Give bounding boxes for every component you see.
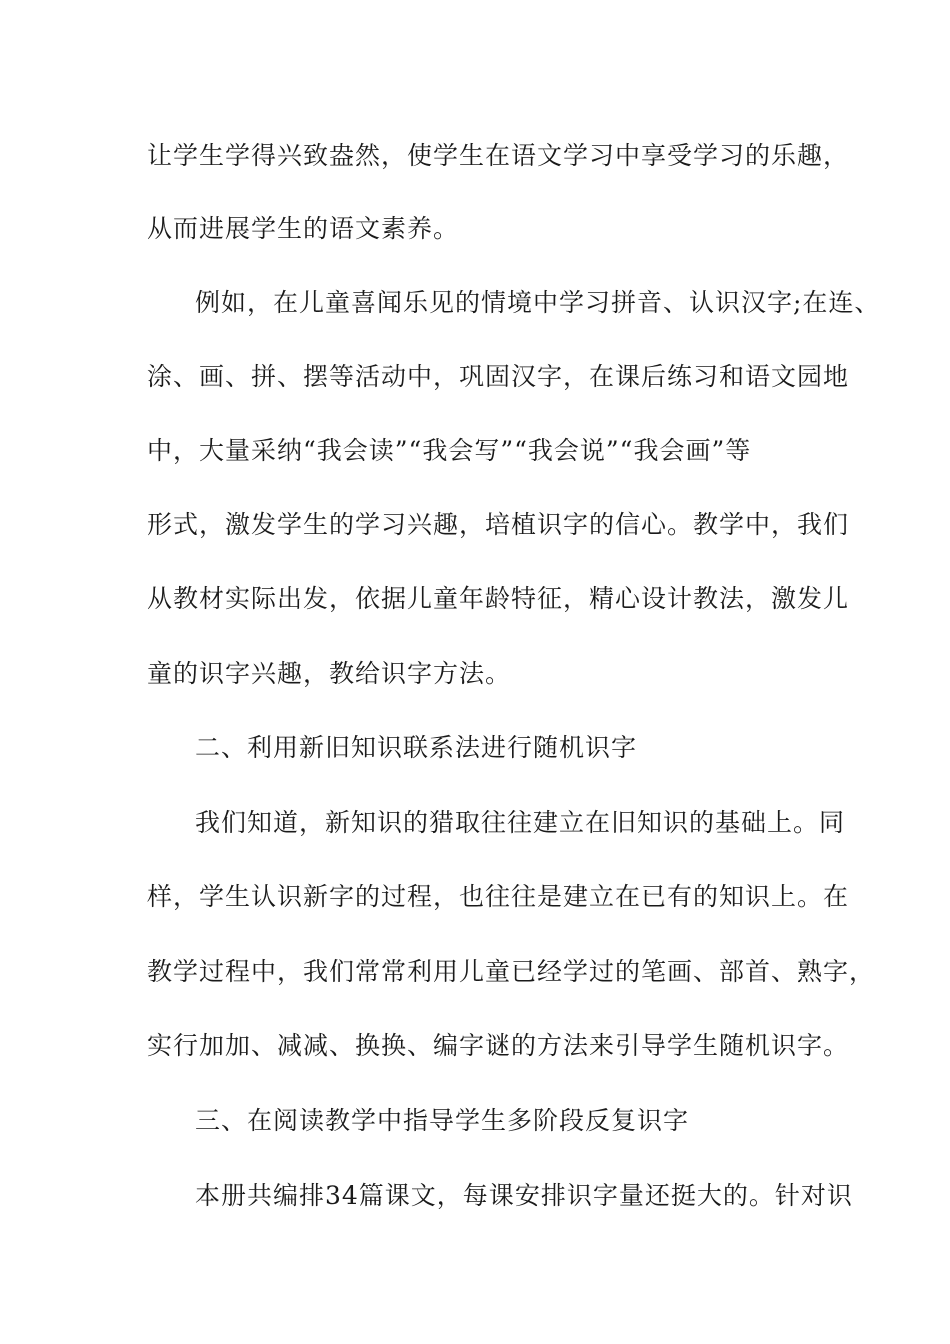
paragraph-start-line: 本册共编排34篇课文，每课安排识字量还挺大的。针对识 <box>195 1181 853 1210</box>
text-line: 从教材实际出发，依据儿童年龄特征，精心设计教法，激发儿 <box>147 584 850 613</box>
section-heading: 二、利用新旧知识联系法进行随机识字 <box>195 733 638 762</box>
text-line: 让学生学得兴致盎然，使学生在语文学习中享受学习的乐趣， <box>147 141 850 170</box>
text-line: 教学过程中，我们常常利用儿童已经学过的笔画、部首、熟字， <box>147 957 876 986</box>
text-line: 涂、画、拼、摆等活动中，巩固汉字，在课后练习和语文园地 <box>147 362 850 391</box>
text-line: 样，学生认识新字的过程，也往往是建立在已有的知识上。在 <box>147 882 850 911</box>
text-line: 形式，激发学生的学习兴趣，培植识字的信心。教学中，我们 <box>147 510 850 539</box>
text-line: 实行加加、减减、换换、编字谜的方法来引导学生随机识字。 <box>147 1031 850 1060</box>
section-heading: 三、在阅读教学中指导学生多阶段反复识字 <box>195 1106 690 1135</box>
text-line: 中，大量采纳“我会读”“我会写”“我会说”“我会画”等 <box>147 436 752 465</box>
text-line: 童的识字兴趣，教给识字方法。 <box>147 659 512 688</box>
paragraph-start-line: 我们知道，新知识的猎取往往建立在旧知识的基础上。同 <box>195 808 846 837</box>
paragraph-start-line: 例如，在儿童喜闻乐见的情境中学习拼音、认识汉字;在连、 <box>195 288 881 317</box>
text-line: 从而进展学生的语文素养。 <box>147 214 460 243</box>
